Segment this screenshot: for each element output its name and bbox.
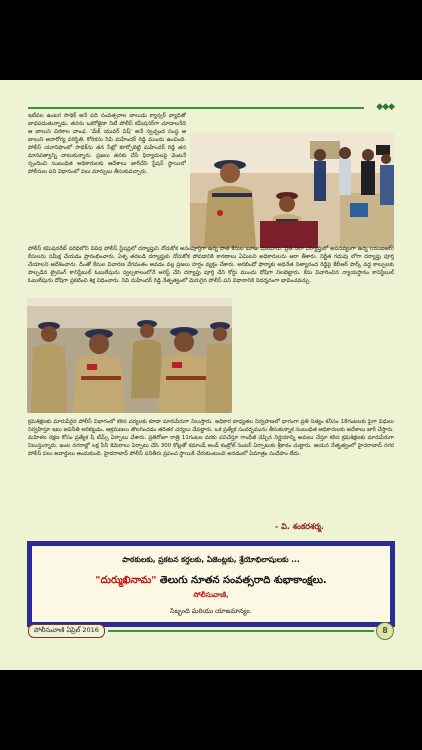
intro-paragraph: ఇటీవల ఉంటగ సాథిక్ అనే పది సంవత్సరాల బాలుడు క్యాన్సర్ వ్యాధితో బాధపడుతున్నాడు. తనను ఒకరోజైనా సిటీ పోలీస్ కమీషనర్‌గా చూడాలనేది ఆ బాలుని చిరకాల వాంఛ. 'మేక్ యువర్ విష్' అనే స్వచ్ఛంద సంస్థ ఆ బాలుని అనారోగ్య పరిస్థితి, కోరికను సిపి మహేందర్ రెడ్డి ముందు ఉంచింది. పోలీస్ యూనిఫాంలో సాథిక్‌ను తన సీట్లో కూర్చోబెట్టి మహేందర్ రెడ్డి తన మానవత్వాన్ని చాటుకున్నారు. ప్రజలు తనకు చేసే ఫిర్యాదులపై వెంటనే స్పందించి సంబంధిత అధికారులకు ఆదేశాలు జారీచేసి స్టేషన్ స్థాయిలో పోలీసుల పని విధానంలో పలు మార్పులు తీసుకువచ్చారు. xyxy=(28,113,186,176)
middle-paragraph: పోలీస్ కమిషనరేట్ పరిధిలోని వివిధ పోలీస్ స్టేషన్లలో దర్యాప్తుని నోచుకోక అసంపూర్తిగా ఉన్న పాత కేసుల బూజు దులిపారు. ప్రతి నెలా దర్యాప్తులో అపసవ్యంగా ఉన్న (యుఐఆర్) కేసులను సమీక్ష చేయడం ప్రారంభించారు. ఏళ్ళ తరబడి దర్యాప్తుకు నోచుకోక పోవడానికి కారణాలు ఏమిటని అధికారులను ఆరా తీశారు. నిర్ణీత గడువు లోగా దర్యాప్తు పూర్తి చేయాలని ఆదేశించారు. దీంతో కేసుల విచారణ వేగవంతం అవడం వల్ల ప్రజలు హర్షం వ్యక్తం చేశారు. అరబిందో ఫార్మాకు అధినేత నిత్యానంద రెడ్డిపై కేబీఆర్ పార్క్ వద్ద కాల్పులకు పాల్పడిన ట్రైనింగ్ కానిస్టేబుల్ ఓబులేషును స్వల్పకాలంలోనే అరెస్ట్ చేసి దర్యాప్తు పూర్తి చేసి కోర్టు ముందు దోషిగా నిలబెట్టారు. కేసు విచారించిన న్యాయస్థానం కానిస్టేబుల్ ఓబులేషును దోషిగా ప్రకటించి శిక్ష విధించారు. సిపి మహేందర్ రెడ్డి నేతృత్వంలో మెరుగైన పోలీస్ పని విధానానికి నిదర్శనంగా భావించవచ్చు. xyxy=(28,246,394,285)
footer-publication: పోలీసువాణి ఏప్రిల్ 2016 xyxy=(28,624,105,638)
greeting-year-name: "దుర్ముఖినామ" xyxy=(95,575,157,586)
footer-divider xyxy=(108,630,374,632)
photo-commissioner-with-officers xyxy=(27,298,232,413)
greeting-recipients: పాఠకులకు, ప్రకటన కర్తలకు, ఏజెంట్లకు, శ్రేయోభిలాషులకు ... xyxy=(122,555,300,564)
greeting-message xyxy=(32,574,390,588)
author-signature: - వి. శంకరశర్మ. xyxy=(275,522,324,531)
photo-commissioner-with-child xyxy=(190,133,394,248)
top-decoration xyxy=(28,102,394,112)
page-footer xyxy=(28,624,394,638)
greeting-publisher: సోలీసువాణి, xyxy=(193,591,229,599)
greeting-inner xyxy=(32,546,390,622)
magazine-page xyxy=(0,80,422,670)
chevron-ornament-icon: ◆◆◆ xyxy=(376,102,394,112)
page-number: 8 xyxy=(376,622,394,640)
greeting-wishes: తెలుగు నూతన సంవత్సరాది శుభాకాంక్షలు. xyxy=(156,575,327,586)
greeting-staff: సిబ్బంది మరియు యాజమాన్యం. xyxy=(170,607,252,615)
new-year-greeting-box xyxy=(27,541,395,627)
final-paragraph: క్రమశిక్షణకు మారుపేరైన పోలీస్ విభాగంలో కఠిన చర్యలకు కూడా మారుపేరుగా నిలుస్తారు. అధికార బాధ్యతల నిర్వహణలో భాగంగా ప్రతి నిత్యం కనీసం 18గంటలకు పైగా విధులు నిర్వహిస్తూ ఇటు అవినీతి అరికట్టడం, ఆక్రమణలు తొలగించడం తదితర చర్యలు చేపట్టారు. ఒక ప్రత్యేక సందర్భమును తీసుకున్నాక సంబంధిత అధికారులకు ఆదేశాలు జారీ చేస్తారు. మహిళల రక్షణ కోసం ప్రత్యేక షీ టీమ్స్ ఏర్పాటు చేశారు. ప్రతిరోజూ రాత్రి 11గంటల వరకు పనిచేస్తూ గాంధీజీ చెప్పిన నిర్ణయాన్ని అమలు చేస్తూ కఠిన క్రమశిక్షణకు మారుపేరుగా నిలుస్తున్నారు. జంట నగరాల్లో లక్ష సీసీ కెమెరాలు ఏర్పాటు చేసి 300 కోట్లతో కమాండ్ అండ్ కంట్రోల్ సెంటర్ ఏర్పాటుకు శ్రీకారం చుట్టారు. ఆయన నేతృత్వంలో హైదరాబాద్ నగర పోలీస్ పలు అవార్డులు అందుకుంది. హైదరాబాద్ పోలీస్ పనితీరు ప్రపంచ స్థాయికి చేరుకుంటుంది అనడంలో ఏమాత్రం సందేహం లేదు. xyxy=(28,419,394,458)
photo-commissioner-with-child-image xyxy=(190,133,394,248)
photo-commissioner-with-officers-image xyxy=(27,298,232,413)
side-column-paragraph xyxy=(237,298,394,418)
top-divider xyxy=(28,107,364,109)
